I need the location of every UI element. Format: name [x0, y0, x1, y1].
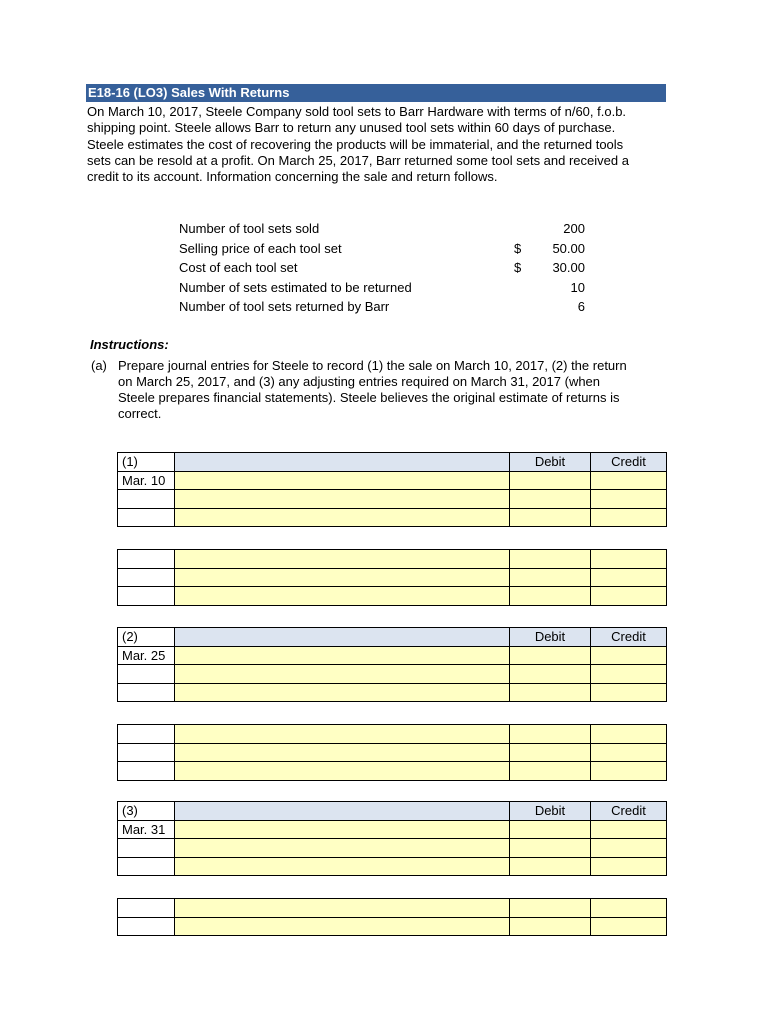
journal-table-1	[117, 452, 667, 527]
credit-input[interactable]	[591, 857, 667, 876]
account-input[interactable]	[175, 508, 510, 527]
journal-row	[118, 839, 667, 858]
entry-date: Mar. 10	[118, 471, 175, 490]
credit-input[interactable]	[591, 839, 667, 858]
date-cell[interactable]	[118, 508, 175, 527]
credit-header: Credit	[591, 628, 667, 647]
credit-input[interactable]	[591, 646, 667, 665]
debit-input[interactable]	[510, 917, 591, 936]
date-cell[interactable]	[118, 917, 175, 936]
intro-line: sets can be resold at a profit. On March 25, 2017, Barr returned some tool sets and received a	[87, 152, 629, 168]
account-input[interactable]	[175, 839, 510, 858]
sale-data-table	[179, 219, 589, 317]
journal-table-2b	[117, 724, 667, 781]
account-input[interactable]	[175, 471, 510, 490]
data-label: Number of tool sets sold	[179, 221, 320, 236]
entry-date: Mar. 31	[118, 820, 175, 839]
date-cell[interactable]	[118, 899, 175, 918]
debit-input[interactable]	[510, 471, 591, 490]
debit-input[interactable]	[510, 857, 591, 876]
entry-number: (2)	[118, 628, 175, 647]
account-header	[175, 453, 510, 472]
credit-input[interactable]	[591, 683, 667, 702]
intro-line: credit to its account. Information concerning the sale and return follows.	[87, 169, 498, 185]
credit-input[interactable]	[591, 471, 667, 490]
debit-input[interactable]	[510, 665, 591, 684]
data-value: 200	[563, 221, 585, 236]
credit-input[interactable]	[591, 568, 667, 587]
credit-input[interactable]	[591, 743, 667, 762]
part-line: Steele prepares financial statements). Steele believes the original estimate of returns is	[118, 390, 620, 405]
date-cell[interactable]	[118, 550, 175, 569]
credit-header: Credit	[591, 802, 667, 821]
journal-row	[118, 508, 667, 527]
account-input[interactable]	[175, 762, 510, 781]
journal-row	[118, 743, 667, 762]
debit-header: Debit	[510, 628, 591, 647]
journal-row	[118, 899, 667, 918]
data-value: 6	[577, 299, 585, 314]
credit-input[interactable]	[591, 587, 667, 606]
part-label: (a)	[91, 358, 107, 373]
credit-input[interactable]	[591, 820, 667, 839]
debit-input[interactable]	[510, 508, 591, 527]
date-cell[interactable]	[118, 725, 175, 744]
data-label: Selling price of each tool set	[179, 240, 342, 256]
part-line: on March 25, 2017, and (3) any adjusting entries required on March 31, 2017 (when	[118, 374, 601, 389]
journal-row	[118, 471, 667, 490]
date-cell[interactable]	[118, 568, 175, 587]
part-line: Prepare journal entries for Steele to record (1) the sale on March 10, 2017, (2) the return	[118, 358, 627, 373]
date-cell[interactable]	[118, 665, 175, 684]
account-input[interactable]	[175, 857, 510, 876]
journal-table-2	[117, 627, 667, 702]
journal-table-3	[117, 801, 667, 876]
debit-input[interactable]	[510, 568, 591, 587]
data-row	[179, 297, 589, 317]
account-input[interactable]	[175, 725, 510, 744]
debit-input[interactable]	[510, 683, 591, 702]
date-cell[interactable]	[118, 587, 175, 606]
instructions-heading: Instructions:	[90, 337, 169, 352]
account-input[interactable]	[175, 743, 510, 762]
debit-input[interactable]	[510, 587, 591, 606]
data-row	[179, 239, 589, 259]
account-input[interactable]	[175, 665, 510, 684]
credit-header: Credit	[591, 453, 667, 472]
exercise-intro	[87, 104, 669, 185]
journal-row	[118, 683, 667, 702]
debit-input[interactable]	[510, 762, 591, 781]
data-row	[179, 258, 589, 278]
data-label: Number of sets estimated to be returned	[179, 279, 412, 295]
data-currency: $	[514, 260, 522, 275]
journal-table-1b	[117, 549, 667, 606]
exercise-title: E18-16 (LO3) Sales With Returns	[86, 84, 666, 102]
journal-header-row	[118, 453, 667, 472]
data-label: Cost of each tool set	[179, 260, 298, 275]
part-line: correct.	[118, 406, 162, 421]
data-row	[179, 278, 589, 298]
debit-input[interactable]	[510, 839, 591, 858]
data-value: 50.00	[552, 240, 585, 256]
journal-header-row	[118, 802, 667, 821]
credit-input[interactable]	[591, 550, 667, 569]
journal-header-row	[118, 628, 667, 647]
date-cell[interactable]	[118, 490, 175, 509]
intro-line: shipping point. Steele allows Barr to return any unused tool sets within 60 days of purchase.	[87, 120, 616, 136]
account-input[interactable]	[175, 550, 510, 569]
account-input[interactable]	[175, 899, 510, 918]
debit-input[interactable]	[510, 646, 591, 665]
debit-input[interactable]	[510, 899, 591, 918]
debit-input[interactable]	[510, 490, 591, 509]
debit-input[interactable]	[510, 725, 591, 744]
data-value: 30.00	[552, 260, 585, 275]
journal-row	[118, 725, 667, 744]
credit-input[interactable]	[591, 762, 667, 781]
account-header	[175, 802, 510, 821]
credit-input[interactable]	[591, 917, 667, 936]
date-cell[interactable]	[118, 839, 175, 858]
date-cell[interactable]	[118, 683, 175, 702]
debit-header: Debit	[510, 802, 591, 821]
debit-input[interactable]	[510, 743, 591, 762]
account-header	[175, 628, 510, 647]
journal-row	[118, 917, 667, 936]
credit-input[interactable]	[591, 490, 667, 509]
data-currency: $	[514, 240, 522, 256]
data-value: 10	[570, 279, 585, 295]
journal-row	[118, 587, 667, 606]
account-input[interactable]	[175, 820, 510, 839]
journal-row	[118, 762, 667, 781]
journal-row	[118, 665, 667, 684]
account-input[interactable]	[175, 646, 510, 665]
debit-input[interactable]	[510, 820, 591, 839]
account-input[interactable]	[175, 490, 510, 509]
date-cell[interactable]	[118, 743, 175, 762]
date-cell[interactable]	[118, 762, 175, 781]
account-input[interactable]	[175, 587, 510, 606]
credit-input[interactable]	[591, 725, 667, 744]
credit-input[interactable]	[591, 899, 667, 918]
part-text	[118, 358, 666, 422]
journal-row	[118, 568, 667, 587]
date-cell[interactable]	[118, 857, 175, 876]
data-label: Number of tool sets returned by Barr	[179, 299, 390, 314]
credit-input[interactable]	[591, 508, 667, 527]
account-input[interactable]	[175, 568, 510, 587]
entry-number: (3)	[118, 802, 175, 821]
journal-row	[118, 490, 667, 509]
journal-row	[118, 646, 667, 665]
journal-row	[118, 820, 667, 839]
data-row	[179, 219, 589, 239]
journal-table-3b	[117, 898, 667, 936]
account-input[interactable]	[175, 917, 510, 936]
journal-row	[118, 550, 667, 569]
intro-line: Steele estimates the cost of recovering the products will be immaterial, and the returned tools	[87, 136, 624, 152]
account-input[interactable]	[175, 683, 510, 702]
entry-number: (1)	[118, 453, 175, 472]
debit-input[interactable]	[510, 550, 591, 569]
intro-line: On March 10, 2017, Steele Company sold tool sets to Barr Hardware with terms of n/60, f.o.b.	[87, 104, 627, 119]
credit-input[interactable]	[591, 665, 667, 684]
debit-header: Debit	[510, 453, 591, 472]
entry-date: Mar. 25	[118, 646, 175, 665]
journal-row	[118, 857, 667, 876]
